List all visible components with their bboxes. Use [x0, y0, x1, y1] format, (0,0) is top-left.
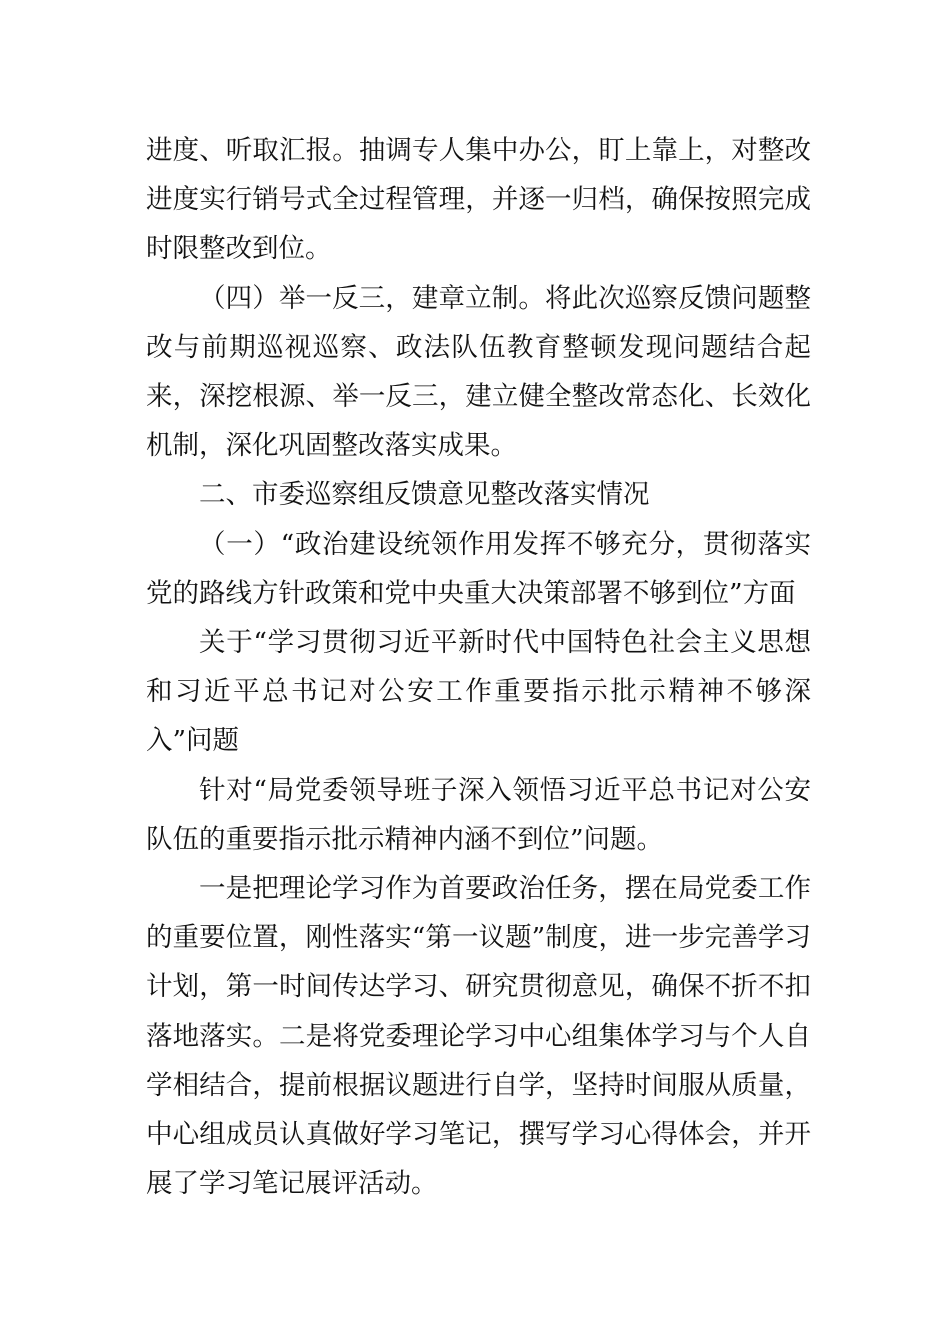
- section-heading-two: 二、市委巡察组反馈意见整改落实情况: [199, 479, 650, 511]
- subsection-heading-one: （一）“政治建设统领作用发挥不够充分，贯彻落实党的路线方针政策和党中央重大决策部署不够到位”方面: [146, 528, 811, 609]
- document-body: [146, 126, 811, 1208]
- paragraph-measures: 一是把理论学习作为首要政治任务，摆在局党委工作的重要位置，刚性落实“第一议题”制度，进一步完善学习计划，第一时间传达学习、研究贯彻意见，确保不折不扣落地落实。二是将党委理论学习中心组集体学习与个人自学相结合，提前根据议题进行自学，坚持时间服从质量，中心组成员认真做好学习笔记，撰写学习心得体会，并开展了学习笔记展评活动。: [146, 873, 811, 1200]
- paragraph-continuation: 进度、听取汇报。抽调专人集中办公，盯上靠上，对整改进度实行销号式全过程管理，并逐一归档，确保按照完成时限整改到位。: [146, 135, 811, 265]
- issue-subheading: 针对“局党委领导班子深入领悟习近平总书记对公安队伍的重要指示批示精神内涵不到位”问题。: [146, 774, 811, 855]
- issue-heading: 关于“学习贯彻习近平新时代中国特色社会主义思想和习近平总书记对公安工作重要指示批示精神不够深入”问题: [146, 627, 811, 757]
- paragraph-section-four: （四）举一反三，建章立制。将此次巡察反馈问题整改与前期巡视巡察、政法队伍教育整顿发现问题结合起来，深挖根源、举一反三，建立健全整改常态化、长效化机制，深化巩固整改落实成果。: [146, 282, 811, 462]
